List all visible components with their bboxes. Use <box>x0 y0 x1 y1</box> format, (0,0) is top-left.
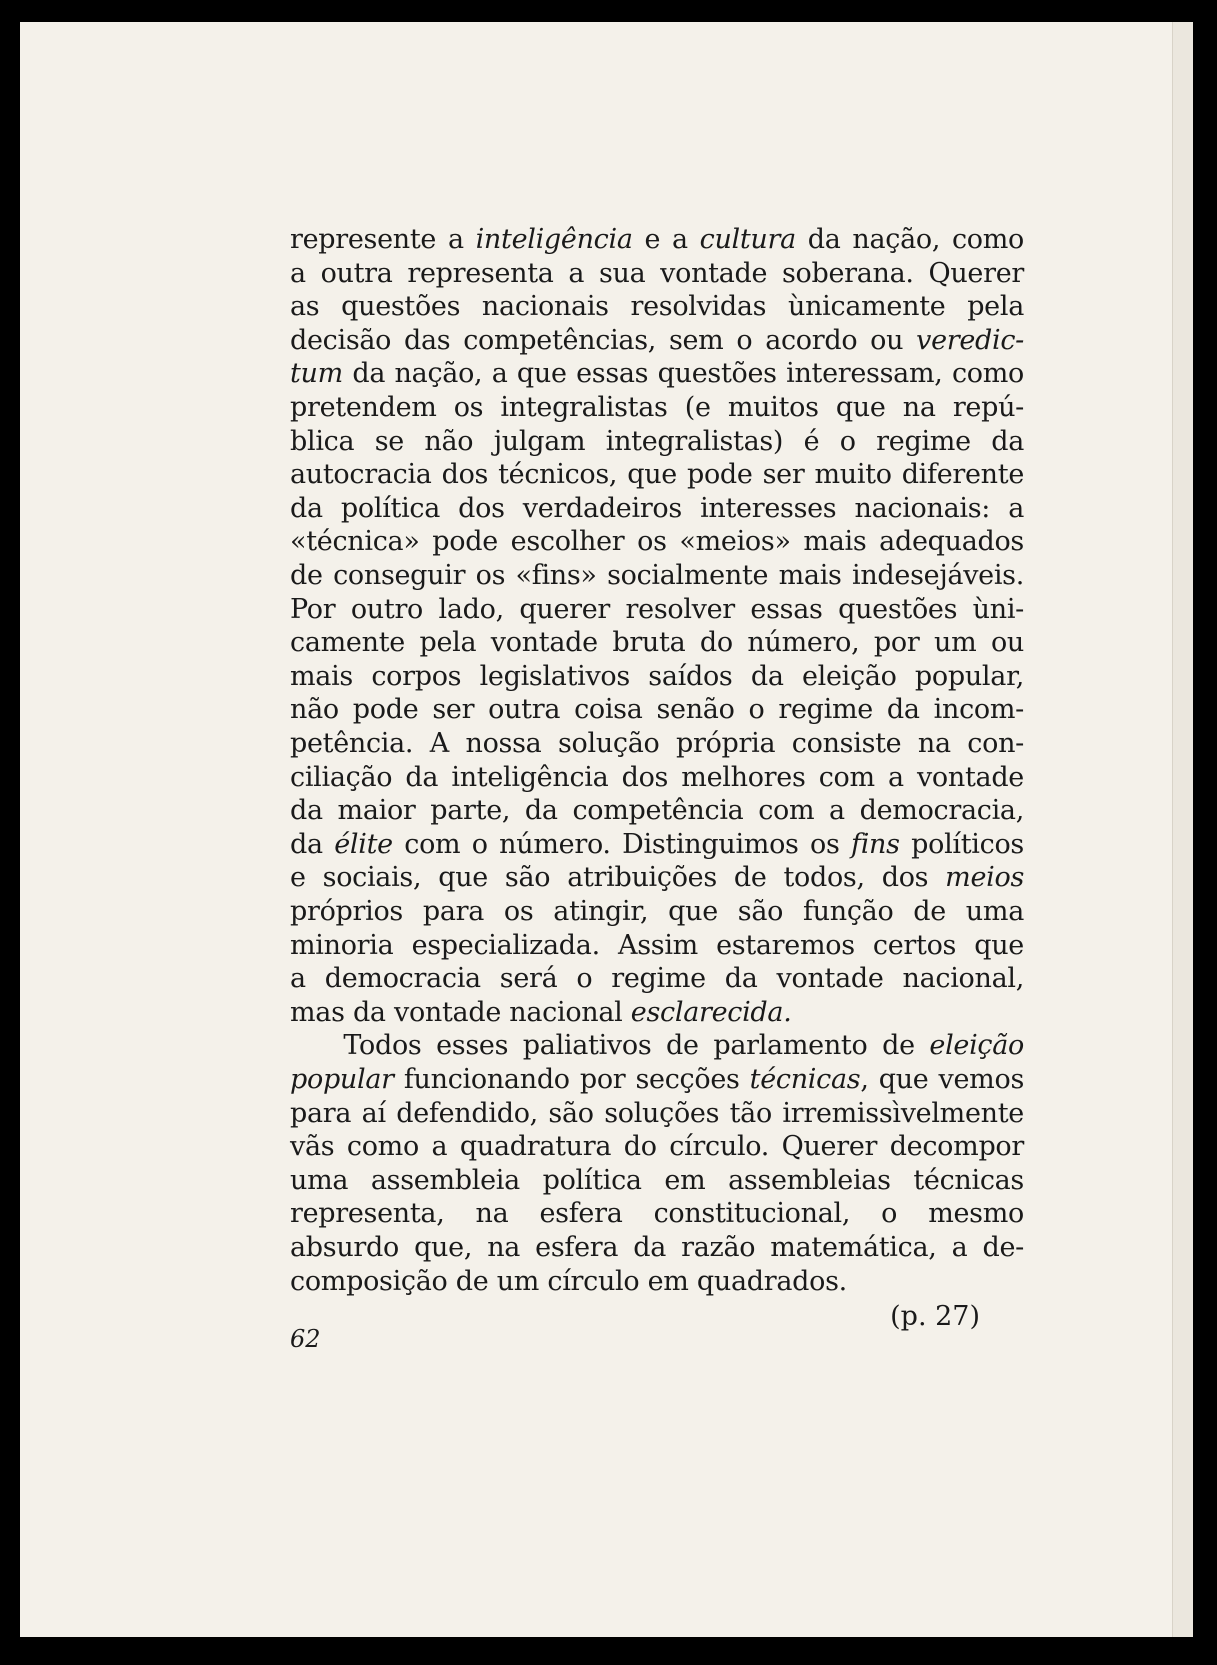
text-line: da maior parte, da competência com a democracia, <box>290 795 1024 827</box>
text-line: da élite com o número. Distinguimos os fins políticos <box>290 828 1024 860</box>
emphasis: esclarecida. <box>630 996 792 1028</box>
text-line: mais corpos legislativos saídos da eleição popular, <box>290 660 1024 692</box>
text-line: «técnica» pode escolher os «meios» mais adequados <box>290 526 1024 558</box>
text-line: a outra representa a sua vontade soberana. Querer <box>290 257 1024 289</box>
emphasis: élite <box>334 828 393 860</box>
text-line: absurdo que, na esfera da razão matemática, a de- <box>290 1232 1024 1263</box>
text-line: para aí defendido, são soluções tão irremissìvelmente <box>290 1097 1024 1129</box>
text-line: ciliação da inteligência dos melhores com a vontade <box>290 761 1024 793</box>
text-line: decisão das competências, sem o acordo ou veredic- <box>290 324 1024 356</box>
text-line: representa, na esfera constitucional, o mesmo <box>290 1198 1024 1230</box>
text-line: minoria especializada. Assim estaremos certos que <box>290 929 1024 961</box>
text-line: autocracia dos técnicos, que pode ser muito diferente <box>290 459 1024 491</box>
emphasis: meios <box>945 862 1024 894</box>
text-line: composição de um círculo em quadrados. <box>290 1265 847 1297</box>
emphasis: inteligência <box>475 224 633 255</box>
text-line: pretendem os integralistas (e muitos que na repú- <box>290 392 1024 423</box>
emphasis: eleição <box>929 1030 1024 1062</box>
page-number: 62 <box>290 1325 321 1353</box>
text-line: Todos esses paliativos de parlamento de eleição <box>290 1030 1024 1062</box>
text-line: e sociais, que são atribuições de todos, dos meios <box>290 862 1024 894</box>
text-line: uma assembleia política em assembleias técnicas <box>290 1164 1024 1196</box>
text-line: popular funcionando por secções técnicas, que vemos <box>290 1064 1024 1095</box>
book-page <box>20 22 1172 1637</box>
text-line: não pode ser outra coisa senão o regime da incom- <box>290 694 1024 726</box>
text-line: camente pela vontade bruta do número, por um ou <box>290 627 1024 659</box>
text-line: próprios para os atingir, que são função de uma <box>290 896 1024 927</box>
text-line: represente a inteligência e a cultura da nação, como <box>290 224 1024 255</box>
emphasis: técnicas <box>749 1064 861 1095</box>
emphasis: veredic- <box>916 324 1024 356</box>
page-edge <box>1172 22 1193 1637</box>
emphasis: tum <box>290 358 343 390</box>
emphasis: popular <box>290 1064 394 1095</box>
text-line: blica se não julgam integralistas) é o regime da <box>290 425 1024 457</box>
text-line: petência. A nossa solução própria consiste na con- <box>290 728 1024 759</box>
emphasis: fins <box>851 828 900 860</box>
citation: (p. 27) <box>890 1301 980 1333</box>
emphasis: cultura <box>699 224 796 255</box>
text-line: de conseguir os «fins» socialmente mais indesejáveis. <box>290 560 1024 591</box>
text-line: as questões nacionais resolvidas ùnicamente pela <box>290 291 1024 323</box>
text-line: mas da vontade nacional esclarecida. <box>290 996 792 1028</box>
text-line: da política dos verdadeiros interesses nacionais: a <box>290 492 1024 524</box>
text-line: Por outro lado, querer resolver essas questões ùni- <box>290 593 1024 625</box>
text-line: vãs como a quadratura do círculo. Querer decompor <box>290 1131 1024 1163</box>
text-line: a democracia será o regime da vontade nacional, <box>290 963 1024 995</box>
text-line: tum da nação, a que essas questões interessam, como <box>290 358 1024 390</box>
